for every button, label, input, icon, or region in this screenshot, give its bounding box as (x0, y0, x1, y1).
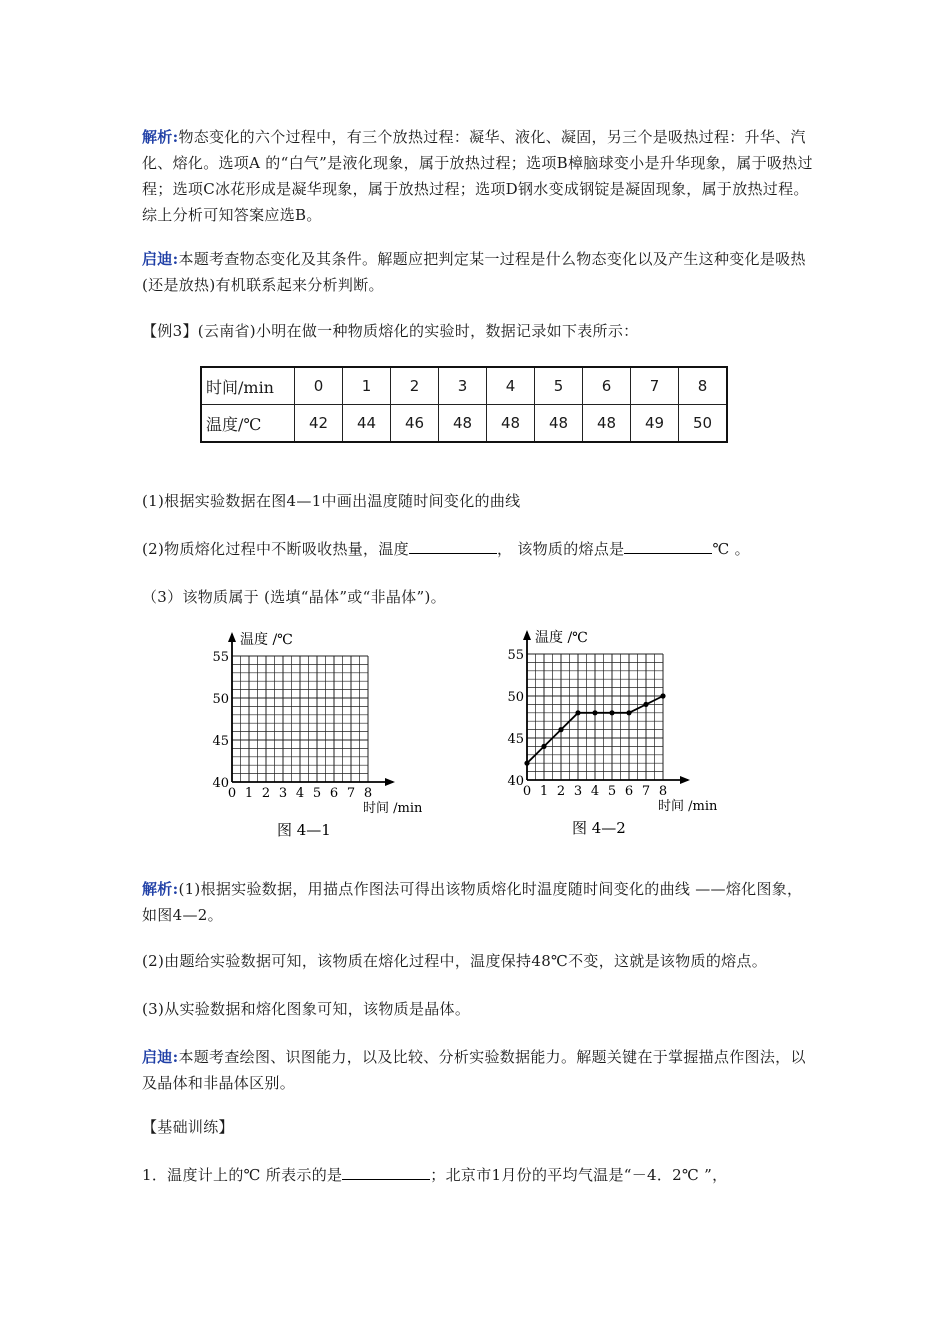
x-axis-label: 时间 /min (658, 799, 718, 814)
chart-title: 图 4—2 (572, 819, 626, 837)
x-tick-label: 3 (278, 786, 288, 801)
hint-paragraph-2 (142, 1044, 814, 1096)
question-2-text-c: ℃ 。 (712, 540, 750, 558)
x-tick-label: 3 (573, 784, 583, 799)
analysis-paragraph-2 (142, 876, 814, 928)
hint-text: 本题考查物态变化及其条件。解题应把判定某一过程是什么物态变化以及产生这种变化是吸热(还是放热)有机联系起来分析判断。 (142, 250, 806, 294)
table-cell: 49 (631, 405, 679, 443)
data-point (558, 727, 563, 732)
table-cell: 6 (583, 367, 631, 405)
data-point (541, 744, 546, 749)
hint-label: 启迪: (142, 1048, 179, 1066)
table-cell: 48 (487, 405, 535, 443)
question-2-text-a: (2)物质熔化过程中不断吸收热量，温度 (142, 540, 409, 558)
analysis-text: (1)根据实验数据，用描点作图法可得出该物质熔化时温度随时间变化的曲线 ——熔化图象，如图4—2。 (142, 880, 803, 924)
y-axis-arrow (523, 630, 531, 640)
chart-figure-4-1 (205, 626, 445, 846)
x-tick-label: 0 (227, 786, 237, 801)
x-tick-label: 1 (539, 784, 549, 799)
table-cell: 50 (679, 405, 728, 443)
table-cell: 7 (631, 367, 679, 405)
y-tick-label: 55 (507, 648, 524, 663)
y-tick-label: 40 (212, 776, 229, 791)
table-row-temp (201, 405, 727, 443)
table-cell: 3 (439, 367, 487, 405)
analysis-text: 物态变化的六个过程中，有三个放热过程：凝华、液化、凝固，另三个是吸热过程：升华、汽化、熔化。选项A 的“白气”是液化现象，属于放热过程；选项B樟脑球变小是升华现象，属于吸热过程；选项C冰花形成是凝华现象，属于放热过程；选项D钢水变成钢锭是凝固现象，属于放热过程。综上分析可知答案应选B。 (142, 128, 813, 224)
x-tick-label: 4 (295, 786, 305, 801)
y-tick-label: 45 (507, 732, 524, 747)
x-tick-label: 0 (522, 784, 532, 799)
table-header-temp: 温度/℃ (201, 405, 295, 443)
data-point (626, 710, 631, 715)
table-row-time (201, 367, 727, 405)
table-cell: 4 (487, 367, 535, 405)
analysis-point-2: (2)由题给实验数据可知，该物质在熔化过程中，温度保持48℃不变，这就是该物质的熔点。 (142, 952, 768, 970)
y-tick-label: 40 (507, 774, 524, 789)
chart-figure-4-2 (500, 624, 740, 844)
y-axis-label: 温度 /℃ (535, 630, 588, 646)
analysis-point-3: (3)从实验数据和熔化图象可知，该物质是晶体。 (142, 1000, 471, 1018)
example-3-heading: 【例3】(云南省)小明在做一种物质熔化的实验时，数据记录如下表所示： (142, 322, 639, 340)
answer-blank-melting-point[interactable] (624, 537, 712, 554)
table-cell: 46 (391, 405, 439, 443)
table-header-time: 时间/min (201, 367, 295, 405)
training-heading: 【基础训练】 (142, 1118, 234, 1136)
exercise-1-text-a: 1．温度计上的℃ 所表示的是 (142, 1166, 343, 1184)
table-cell: 2 (391, 367, 439, 405)
y-axis-label: 温度 /℃ (240, 632, 293, 648)
table-cell: 42 (295, 405, 343, 443)
x-tick-label: 8 (658, 784, 668, 799)
hint-text: 本题考查绘图、识图能力，以及比较、分析实验数据能力。解题关键在于掌握描点作图法，以及晶体和非晶体区别。 (142, 1048, 806, 1092)
question-3: （3）该物质属于 (选填“晶体”或“非晶体”)。 (142, 588, 446, 606)
y-tick-label: 55 (212, 650, 229, 665)
exercise-1 (142, 1162, 814, 1188)
table-cell: 48 (583, 405, 631, 443)
x-tick-label: 4 (590, 784, 600, 799)
x-axis-arrow (680, 776, 690, 784)
table-cell: 0 (295, 367, 343, 405)
table-cell: 8 (679, 367, 728, 405)
x-axis-arrow (385, 778, 395, 786)
x-tick-label: 7 (641, 784, 651, 799)
x-tick-label: 7 (346, 786, 356, 801)
answer-blank-temperature[interactable] (409, 537, 497, 554)
question-2 (142, 536, 814, 562)
x-tick-label: 5 (312, 786, 322, 801)
x-tick-label: 1 (244, 786, 254, 801)
analysis-label: 解析: (142, 880, 179, 898)
exercise-1-text-b: ；北京市1月份的平均气温是“－4．2℃ ”， (430, 1166, 728, 1184)
x-tick-label: 5 (607, 784, 617, 799)
y-tick-label: 45 (212, 734, 229, 749)
table-cell: 44 (343, 405, 391, 443)
question-2-text-b: ， 该物质的熔点是 (496, 540, 625, 558)
question-1: (1)根据实验数据在图4—1中画出温度随时间变化的曲线 (142, 492, 521, 510)
x-tick-label: 2 (556, 784, 566, 799)
x-axis-label: 时间 /min (363, 801, 423, 816)
y-axis-arrow (228, 632, 236, 642)
data-point (592, 710, 597, 715)
x-tick-label: 6 (624, 784, 634, 799)
x-tick-label: 6 (329, 786, 339, 801)
table-cell: 48 (439, 405, 487, 443)
y-tick-label: 50 (507, 690, 524, 705)
data-point (609, 710, 614, 715)
y-tick-label: 50 (212, 692, 229, 707)
x-tick-label: 2 (261, 786, 271, 801)
analysis-label: 解析: (142, 128, 179, 146)
answer-blank-unit-meaning[interactable] (342, 1163, 430, 1180)
data-point (575, 710, 580, 715)
table-cell: 1 (343, 367, 391, 405)
hint-paragraph-1 (142, 246, 814, 298)
chart-title: 图 4—1 (277, 821, 331, 839)
table-cell: 5 (535, 367, 583, 405)
analysis-paragraph-1 (142, 124, 814, 228)
table-cell: 48 (535, 405, 583, 443)
data-point (524, 761, 529, 766)
hint-label: 启迪: (142, 250, 179, 268)
x-tick-label: 8 (363, 786, 373, 801)
data-point (643, 702, 648, 707)
data-point (660, 693, 665, 698)
data-table (200, 366, 728, 443)
